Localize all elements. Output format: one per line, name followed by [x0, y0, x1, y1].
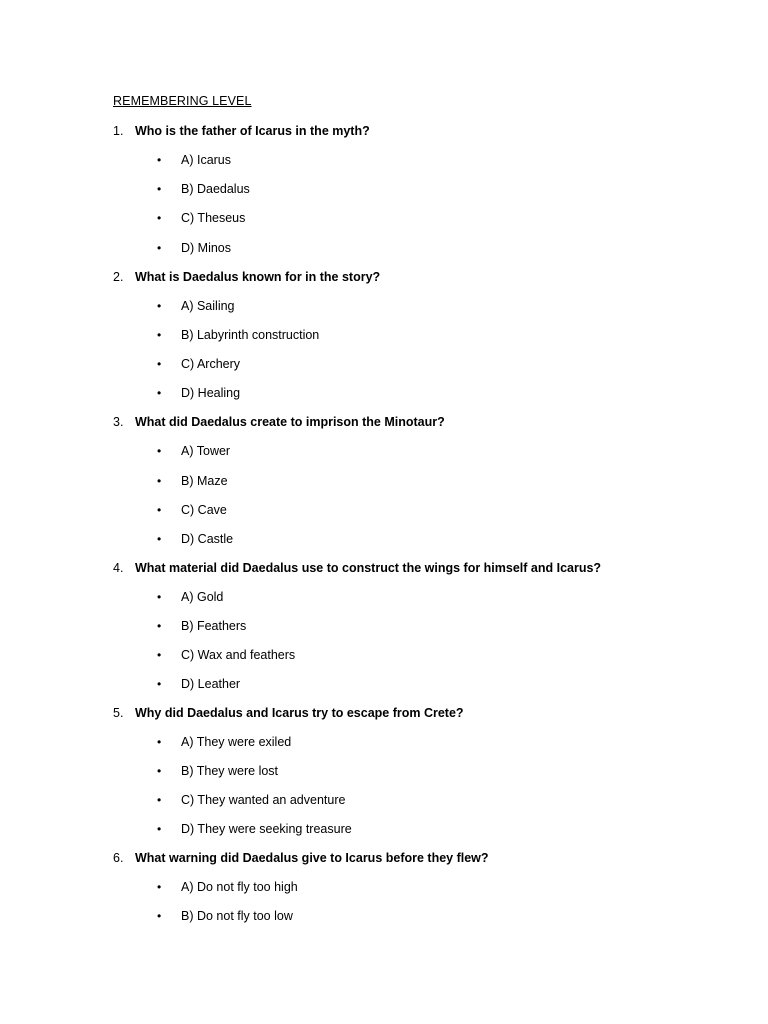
option-text: C) Theseus	[181, 211, 246, 225]
option-item	[157, 531, 233, 547]
question-number: 4.	[113, 561, 124, 575]
question-number: 5.	[113, 706, 124, 720]
option-item	[157, 792, 345, 808]
bullet-icon: •	[157, 182, 162, 196]
bullet-icon: •	[157, 880, 162, 894]
option-text: D) Minos	[181, 241, 232, 255]
option-text: C) Cave	[181, 503, 227, 517]
question-text: Who is the father of Icarus in the myth?	[135, 124, 370, 138]
bullet-icon: •	[157, 793, 162, 807]
bullet-icon: •	[157, 648, 162, 662]
question-3	[113, 414, 445, 430]
question-1	[113, 123, 370, 139]
option-text: B) They were lost	[181, 764, 279, 778]
option-text: A) Do not fly too high	[181, 880, 298, 894]
option-text: C) They wanted an adventure	[181, 793, 346, 807]
bullet-icon: •	[157, 357, 162, 371]
bullet-icon: •	[157, 764, 162, 778]
bullet-icon: •	[157, 619, 162, 633]
question-4	[113, 560, 601, 576]
question-number: 2.	[113, 270, 124, 284]
option-text: B) Do not fly too low	[181, 909, 293, 923]
option-item	[157, 385, 240, 401]
option-item	[157, 240, 231, 256]
option-text: D) Castle	[181, 532, 234, 546]
bullet-icon: •	[157, 735, 162, 749]
option-text: A) Gold	[181, 590, 224, 604]
option-item	[157, 618, 246, 634]
question-number: 3.	[113, 415, 124, 429]
question-text: What did Daedalus create to imprison the Minotaur?	[135, 415, 445, 429]
option-item	[157, 502, 227, 518]
option-item	[157, 327, 319, 343]
bullet-icon: •	[157, 241, 162, 255]
bullet-icon: •	[157, 211, 162, 225]
question-text: What warning did Daedalus give to Icarus before they flew?	[135, 851, 489, 865]
bullet-icon: •	[157, 328, 162, 342]
section-title: REMEMBERING LEVEL	[113, 94, 252, 108]
option-text: D) Leather	[181, 677, 241, 691]
option-text: A) Icarus	[181, 153, 232, 167]
bullet-icon: •	[157, 474, 162, 488]
bullet-icon: •	[157, 444, 162, 458]
question-text: What is Daedalus known for in the story?	[135, 270, 381, 284]
question-text: Why did Daedalus and Icarus try to escape from Crete?	[135, 706, 464, 720]
option-item	[157, 763, 278, 779]
question-6	[113, 850, 489, 866]
option-text: B) Maze	[181, 474, 228, 488]
bullet-icon: •	[157, 677, 162, 691]
option-item	[157, 879, 298, 895]
option-item	[157, 356, 240, 372]
option-text: A) Tower	[181, 444, 231, 458]
option-item	[157, 210, 245, 226]
option-item	[157, 647, 295, 663]
option-item	[157, 589, 223, 605]
option-item	[157, 298, 235, 314]
bullet-icon: •	[157, 532, 162, 546]
question-5	[113, 705, 464, 721]
option-item	[157, 734, 291, 750]
option-item	[157, 908, 293, 924]
option-text: D) They were seeking treasure	[181, 822, 352, 836]
option-item	[157, 443, 230, 459]
option-item	[157, 676, 240, 692]
bullet-icon: •	[157, 909, 162, 923]
bullet-icon: •	[157, 822, 162, 836]
option-item	[157, 821, 352, 837]
bullet-icon: •	[157, 386, 162, 400]
bullet-icon: •	[157, 153, 162, 167]
option-item	[157, 181, 250, 197]
option-item	[157, 152, 231, 168]
option-text: D) Healing	[181, 386, 241, 400]
option-text: B) Labyrinth construction	[181, 328, 320, 342]
option-text: B) Daedalus	[181, 182, 250, 196]
option-text: A) They were exiled	[181, 735, 292, 749]
question-2	[113, 269, 380, 285]
bullet-icon: •	[157, 299, 162, 313]
question-number: 1.	[113, 124, 124, 138]
question-text: What material did Daedalus use to construct the wings for himself and Icarus?	[135, 561, 602, 575]
option-text: C) Wax and feathers	[181, 648, 296, 662]
bullet-icon: •	[157, 590, 162, 604]
option-item	[157, 473, 228, 489]
option-text: B) Feathers	[181, 619, 247, 633]
option-text: C) Archery	[181, 357, 241, 371]
question-number: 6.	[113, 851, 124, 865]
option-text: A) Sailing	[181, 299, 235, 313]
bullet-icon: •	[157, 503, 162, 517]
